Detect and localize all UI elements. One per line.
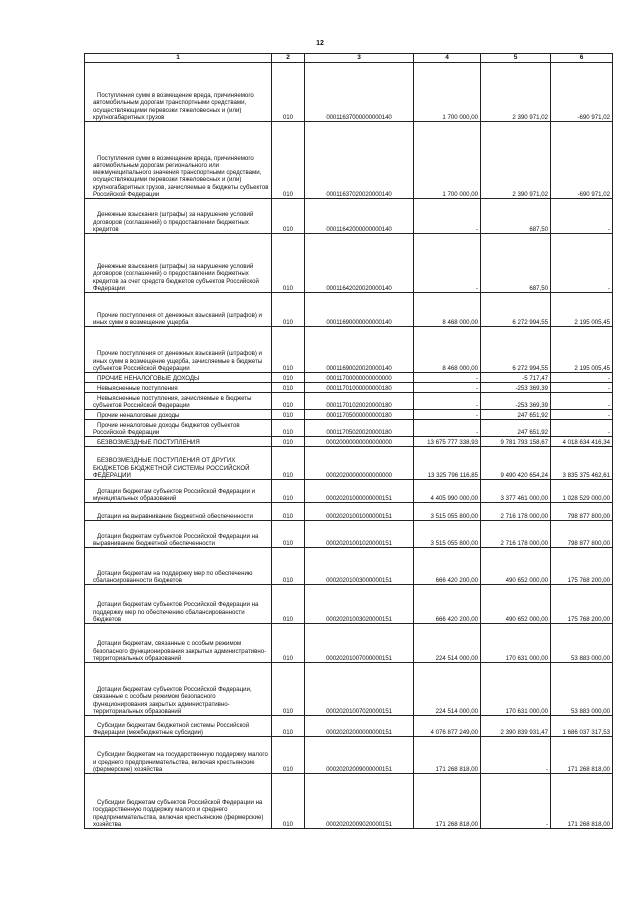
row-budget-code: 00020201001020000151 [305, 521, 414, 548]
row-name-text: Прочие поступления от денежных взысканий (штрафов) и иных сумм в возмещение ущерба, зачисляемые в бюджеты субъектов Российской Федерации [93, 350, 263, 372]
row-planned-amount: 666 420 200,00 [414, 585, 481, 624]
table-row [85, 327, 613, 373]
header-row [85, 54, 613, 63]
row-name-text: Денежные взыскания (штрафы) за нарушение условий договоров (соглашений) о предоставлении бюджетных кредитов [93, 211, 254, 233]
table-row [85, 774, 613, 829]
row-planned-amount: 8 468 000,00 [414, 293, 481, 327]
row-name [85, 63, 272, 122]
table-row [85, 447, 613, 480]
row-name [85, 548, 272, 585]
table-row [85, 383, 613, 393]
table-row [85, 737, 613, 774]
row-planned-amount: 13 675 777 338,93 [414, 437, 481, 447]
column-header: 3 [305, 54, 414, 63]
row-name-text: Дотации бюджетам субъектов Российской Федерации на поддержку мер по обеспечению сбалансированности бюджетов [93, 601, 259, 623]
row-code: 010 [272, 199, 305, 234]
row-difference: - [551, 383, 613, 393]
row-name-text: Субсидии бюджетам бюджетной системы Российской Федерации (межбюджетные субсидии) [93, 721, 250, 736]
table-row [85, 503, 613, 521]
table-row [85, 63, 613, 122]
row-actual-amount: 6 272 994,55 [481, 327, 551, 373]
row-difference: - [551, 420, 613, 437]
table-row [85, 585, 613, 624]
row-difference: - [551, 410, 613, 420]
row-actual-amount: 247 651,92 [481, 410, 551, 420]
row-budget-code: 00011705020020000180 [305, 420, 414, 437]
table-row [85, 373, 613, 383]
row-name-text: Прочие неналоговые доходы [97, 411, 180, 419]
row-name [85, 122, 272, 199]
table-row [85, 663, 613, 716]
row-planned-amount: 1 700 000,00 [414, 122, 481, 199]
row-difference: 175 768 200,00 [551, 548, 613, 585]
table-row [85, 437, 613, 447]
table-row [85, 410, 613, 420]
row-name-text: БЕЗВОЗМЕЗДНЫЕ ПОСТУПЛЕНИЯ [97, 438, 200, 446]
row-difference: 1 028 529 000,00 [551, 480, 613, 503]
row-difference: 1 686 037 317,53 [551, 716, 613, 737]
row-code: 010 [272, 373, 305, 383]
row-planned-amount: 4 405 990 000,00 [414, 480, 481, 503]
row-difference: - [551, 393, 613, 410]
row-name-text: Дотации бюджетам субъектов Российской Федерации, связанные с особым режимом безопасного функционирования закрытых административно-территориальных образований [93, 686, 252, 715]
row-code: 010 [272, 420, 305, 437]
row-budget-code: 00011701000000000180 [305, 383, 414, 393]
row-budget-code: 00020201003000000151 [305, 548, 414, 585]
row-budget-code: 00011637000000000140 [305, 63, 414, 122]
row-code: 010 [272, 63, 305, 122]
row-code: 010 [272, 716, 305, 737]
row-budget-code: 00011637020020000140 [305, 122, 414, 199]
budget-table [84, 53, 613, 829]
row-budget-code: 00020201003020000151 [305, 585, 414, 624]
column-header: 6 [551, 54, 613, 63]
row-code: 010 [272, 521, 305, 548]
row-actual-amount: - [481, 737, 551, 774]
row-budget-code: 00020000000000000000 [305, 437, 414, 447]
row-name [85, 480, 272, 503]
row-planned-amount: 4 076 877 249,00 [414, 716, 481, 737]
row-planned-amount: - [414, 393, 481, 410]
row-budget-code: 00011690000000000140 [305, 293, 414, 327]
row-name [85, 234, 272, 293]
row-planned-amount: 171 268 818,00 [414, 774, 481, 829]
row-code: 010 [272, 503, 305, 521]
row-budget-code: 00011700000000000000 [305, 373, 414, 383]
row-difference: 4 018 634 416,34 [551, 437, 613, 447]
row-name [85, 327, 272, 373]
row-budget-code: 00011642000000000140 [305, 199, 414, 234]
row-planned-amount: - [414, 199, 481, 234]
table-row [85, 234, 613, 293]
row-difference: 798 877 800,00 [551, 503, 613, 521]
row-difference: 798 877 800,00 [551, 521, 613, 548]
row-difference: -690 971,02 [551, 122, 613, 199]
row-budget-code: 00020202000000000151 [305, 716, 414, 737]
row-name-text: Дотации бюджетам, связанные с особым режимом безопасного функционирования закрытых административно-территориальных образований [93, 640, 267, 662]
row-code: 010 [272, 480, 305, 503]
row-name [85, 585, 272, 624]
row-planned-amount: 171 268 818,00 [414, 737, 481, 774]
row-name [85, 420, 272, 437]
row-actual-amount: 2 390 839 931,47 [481, 716, 551, 737]
row-actual-amount: 6 272 994,55 [481, 293, 551, 327]
row-name [85, 737, 272, 774]
row-name-text: Прочие неналоговые доходы бюджетов субъектов Российской Федерации [93, 421, 240, 436]
row-code: 010 [272, 663, 305, 716]
page-number: 12 [316, 40, 324, 47]
row-actual-amount: - [481, 774, 551, 829]
row-code: 010 [272, 293, 305, 327]
row-name-text: ПРОЧИЕ НЕНАЛОГОВЫЕ ДОХОДЫ [97, 374, 200, 382]
row-planned-amount: - [414, 383, 481, 393]
row-name-text: Дотации бюджетам субъектов Российской Федерации и муниципальных образований [93, 487, 256, 502]
row-code: 010 [272, 327, 305, 373]
table-row [85, 122, 613, 199]
row-name-text: Невыясненные поступления, зачисляемые в бюджеты субъектов Российской Федерации [93, 394, 252, 409]
row-name-text: Субсидии бюджетам на государственную поддержку малого и среднего предпринимательства, включая крестьянские (фермерские) хозяйства [93, 751, 268, 773]
row-planned-amount: 224 514 000,00 [414, 663, 481, 716]
row-name [85, 383, 272, 393]
table-row [85, 480, 613, 503]
row-actual-amount: -253 369,39 [481, 393, 551, 410]
row-difference: 53 883 000,00 [551, 663, 613, 716]
column-header: 2 [272, 54, 305, 63]
row-actual-amount: 170 631 000,00 [481, 663, 551, 716]
row-name-text: Субсидии бюджетам субъектов Российской Федерации на государственную поддержку малого и среднего предпринимательства, включая крестьянские (фермерские) хозяйства [93, 799, 264, 828]
row-planned-amount: 3 515 055 800,00 [414, 503, 481, 521]
row-planned-amount: - [414, 234, 481, 293]
row-actual-amount: 490 652 000,00 [481, 585, 551, 624]
row-difference: 175 768 200,00 [551, 585, 613, 624]
row-name [85, 393, 272, 410]
row-name-text: Поступления сумм в возмещение вреда, причиняемого автомобильным дорогам регионального или межмуниципального значения транспортными средствами, осуществляющими перевозки тяжеловесных и (или) крупногабаритных грузов, зачисляемые в бюджеты субъектов Российской Федерации [93, 154, 269, 198]
table-body [85, 63, 613, 829]
row-code: 010 [272, 548, 305, 585]
row-difference: 2 195 005,45 [551, 293, 613, 327]
row-name [85, 447, 272, 480]
row-planned-amount: - [414, 410, 481, 420]
row-code: 010 [272, 774, 305, 829]
row-planned-amount: - [414, 373, 481, 383]
row-planned-amount: - [414, 420, 481, 437]
row-budget-code: 00011642020020000140 [305, 234, 414, 293]
column-header: 1 [85, 54, 272, 63]
row-actual-amount: -5 717,47 [481, 373, 551, 383]
row-planned-amount: 224 514 000,00 [414, 624, 481, 663]
row-name-text: БЕЗВОЗМЕЗДНЫЕ ПОСТУПЛЕНИЯ ОТ ДРУГИХ БЮДЖЕТОВ БЮДЖЕТНОЙ СИСТЕМЫ РОССИЙСКОЙ ФЕДЕРАЦИИ [93, 457, 250, 479]
row-code: 010 [272, 234, 305, 293]
row-code: 010 [272, 447, 305, 480]
row-difference: - [551, 373, 613, 383]
row-budget-code: 00011701020020000180 [305, 393, 414, 410]
row-actual-amount: 170 631 000,00 [481, 624, 551, 663]
row-code: 010 [272, 410, 305, 420]
row-name [85, 663, 272, 716]
row-code: 010 [272, 437, 305, 447]
row-name [85, 293, 272, 327]
row-code: 010 [272, 393, 305, 410]
row-difference: - [551, 234, 613, 293]
table-row [85, 716, 613, 737]
row-name [85, 774, 272, 829]
row-difference: - [551, 199, 613, 234]
row-actual-amount: 9 781 793 158,67 [481, 437, 551, 447]
row-budget-code: 00020201007000000151 [305, 624, 414, 663]
row-actual-amount: 490 652 000,00 [481, 548, 551, 585]
row-name-text: Дотации бюджетам на поддержку мер по обеспечению сбалансированности бюджетов [93, 569, 253, 584]
row-budget-code: 00020201007020000151 [305, 663, 414, 716]
row-code: 010 [272, 585, 305, 624]
column-header: 4 [414, 54, 481, 63]
row-planned-amount: 13 325 796 116,85 [414, 447, 481, 480]
row-actual-amount: 2 716 178 000,00 [481, 503, 551, 521]
row-budget-code: 00020201000000000151 [305, 480, 414, 503]
table-row [85, 199, 613, 234]
row-actual-amount: -253 369,39 [481, 383, 551, 393]
row-budget-code: 00011705000000000180 [305, 410, 414, 420]
row-name-text: Дотации на выравнивание бюджетной обеспеченности [97, 512, 253, 520]
row-name-text: Поступления сумм в возмещение вреда, причиняемого автомобильным дорогам транспортными средствами, осуществляющими перевозки тяжеловесных и (или) крупногабаритных грузов [93, 92, 254, 121]
row-name-text: Дотации бюджетам субъектов Российской Федерации на выравнивание бюджетной обеспеченности [93, 532, 259, 547]
column-header: 5 [481, 54, 551, 63]
row-budget-code: 00020200000000000000 [305, 447, 414, 480]
row-name [85, 199, 272, 234]
table-row [85, 521, 613, 548]
row-name [85, 410, 272, 420]
row-name [85, 716, 272, 737]
row-actual-amount: 687,50 [481, 234, 551, 293]
row-budget-code: 00011690020020000140 [305, 327, 414, 373]
row-name [85, 373, 272, 383]
table-row [85, 393, 613, 410]
row-code: 010 [272, 122, 305, 199]
row-difference: 3 835 375 462,61 [551, 447, 613, 480]
row-actual-amount: 9 490 420 654,24 [481, 447, 551, 480]
row-planned-amount: 1 700 000,00 [414, 63, 481, 122]
row-budget-code: 00020202009000000151 [305, 737, 414, 774]
row-name-text: Невыясненные поступления [97, 384, 178, 392]
row-actual-amount: 3 377 461 000,00 [481, 480, 551, 503]
row-code: 010 [272, 624, 305, 663]
row-actual-amount: 247 651,92 [481, 420, 551, 437]
row-planned-amount: 3 515 055 800,00 [414, 521, 481, 548]
table-row [85, 548, 613, 585]
row-code: 010 [272, 383, 305, 393]
row-difference: 171 268 818,00 [551, 774, 613, 829]
table-row [85, 293, 613, 327]
row-planned-amount: 666 420 200,00 [414, 548, 481, 585]
row-planned-amount: 8 468 000,00 [414, 327, 481, 373]
row-difference: 171 268 818,00 [551, 737, 613, 774]
row-name [85, 624, 272, 663]
table-row [85, 420, 613, 437]
row-name-text: Денежные взыскания (штрафы) за нарушение условий договоров (соглашений) о предоставлении бюджетных кредитов за счет средств бюджетов субъектов Российской Федерации [93, 263, 259, 292]
row-name [85, 503, 272, 521]
row-actual-amount: 687,50 [481, 199, 551, 234]
row-budget-code: 00020202009020000151 [305, 774, 414, 829]
row-name [85, 437, 272, 447]
row-difference: 53 883 000,00 [551, 624, 613, 663]
row-difference: -690 971,02 [551, 63, 613, 122]
row-difference: 2 195 005,45 [551, 327, 613, 373]
row-budget-code: 00020201001000000151 [305, 503, 414, 521]
row-name-text: Прочие поступления от денежных взысканий (штрафов) и иных сумм в возмещение ущерба [93, 311, 262, 326]
row-actual-amount: 2 390 971,02 [481, 63, 551, 122]
row-code: 010 [272, 737, 305, 774]
table-row [85, 624, 613, 663]
row-actual-amount: 2 716 178 000,00 [481, 521, 551, 548]
row-actual-amount: 2 390 971,02 [481, 122, 551, 199]
row-name [85, 521, 272, 548]
